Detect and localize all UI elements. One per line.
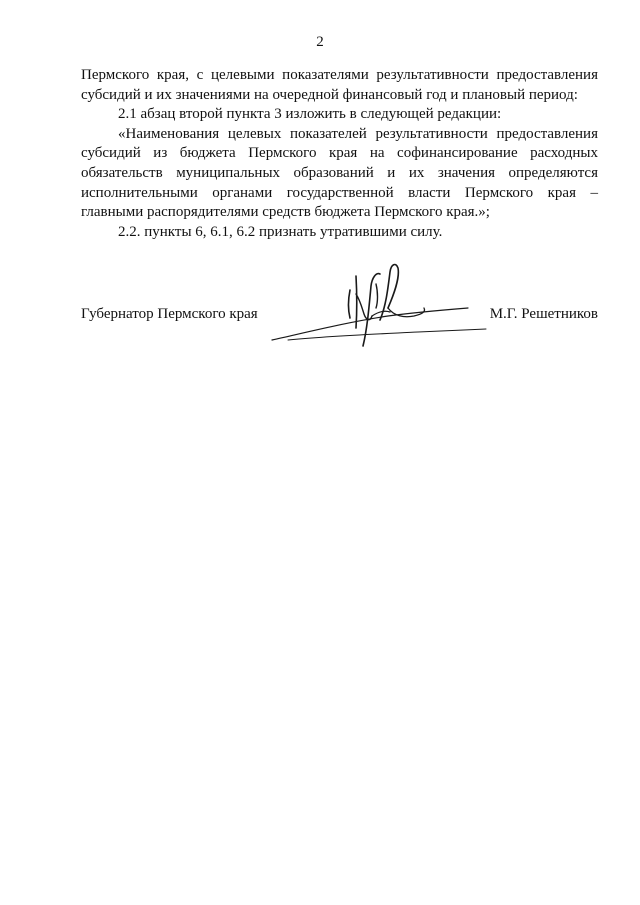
paragraph-quoted-text: «Наименования целевых показателей результативности предоставления субсидий из бюджета Пермского края на софинансирование расходных обязательств муниципальных образований и их значения определяются исполнительными органами государственной власти Пермского края – главными распорядителями средств бюджета Пермского края.»; (81, 125, 598, 221)
paragraph-continuation: Пермского края, с целевыми показателями результативности предоставления субсидий и их значениями на очередной финансовый год и плановый период: (81, 67, 598, 103)
signatory-name: М.Г. Решетников (489, 306, 598, 322)
paragraph-item-2-1: 2.1 абзац второй пункта 3 изложить в следующей редакции: (118, 106, 502, 123)
signatory-position: Губернатор Пермского края (81, 306, 258, 322)
signature-block (0, 250, 640, 360)
document-body (81, 66, 598, 242)
page-number: 2 (316, 34, 324, 50)
paragraph-item-2-2: 2.2. пункты 6, 6.1, 6.2 признать утратившими силу. (118, 223, 443, 240)
handwritten-signature (268, 250, 498, 355)
